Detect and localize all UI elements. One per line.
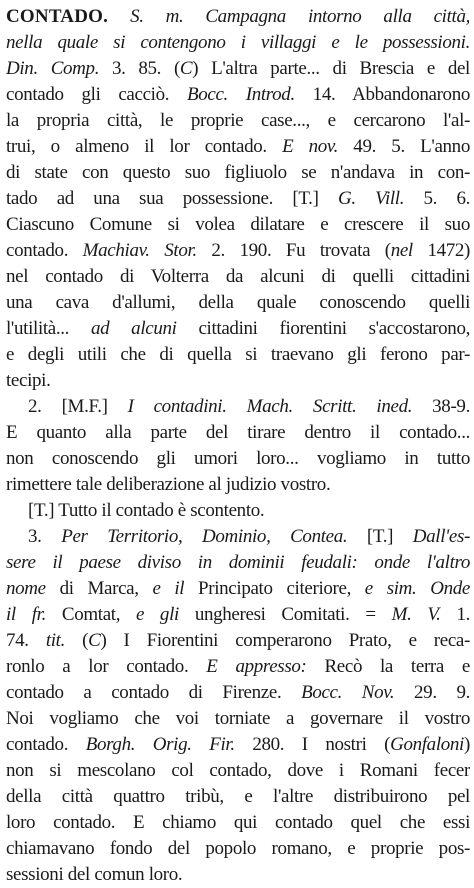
text-run: non si mescolano col contado, dove i Romani fecer	[6, 760, 470, 781]
text-line	[6, 368, 470, 394]
text-line	[6, 316, 470, 342]
italic-text: Per Territorio, Dominio, Contea.	[61, 526, 348, 547]
italic-text: M. V.	[391, 604, 441, 625]
text-run: ) I Fiorentini comperarono Prato, e reca-	[100, 630, 470, 651]
text-line	[6, 472, 470, 498]
italic-text: e il	[152, 578, 185, 599]
italic-text: Din. Comp.	[6, 58, 100, 79]
text-run: 3.	[28, 526, 62, 547]
text-run: 74.	[6, 630, 46, 651]
text-run: l'utilità...	[6, 318, 91, 339]
text-run: )	[464, 734, 470, 755]
italic-text: sere il paese diviso in dominii feudali: onde l'altro	[6, 552, 470, 573]
dictionary-entry-contado	[6, 4, 470, 888]
text-run: [T.]	[347, 526, 413, 547]
text-line	[6, 680, 470, 706]
text-line	[6, 264, 470, 290]
text-run: E quanto alla parte del tirare dentro il contado...	[6, 422, 470, 443]
text-line	[6, 82, 470, 108]
italic-text: Borgh. Orig. Fir.	[85, 734, 235, 755]
text-run: non conoscendo gli umori loro... vogliamo in tutto	[6, 448, 470, 469]
text-line	[6, 212, 470, 238]
italic-text: Machiav. Stor.	[82, 240, 197, 261]
italic-text: nome	[6, 578, 46, 599]
text-run: Ciascuno Comune si volea dilatare e crescere il suo	[6, 214, 470, 235]
italic-text: e gli	[135, 604, 179, 625]
italic-text: ad alcuni	[90, 318, 177, 339]
text-line	[6, 420, 470, 446]
text-run: 49. 5. L'anno	[338, 136, 470, 157]
text-run: sessioni del comun loro.	[6, 864, 183, 885]
text-run: ungheresi Comitati. =	[178, 604, 392, 625]
text-run: tado ad una sua possessione. [T.]	[6, 188, 338, 209]
text-line	[6, 498, 470, 524]
text-line	[6, 758, 470, 784]
italic-text: nella quale si contengono i villaggi e le possessioni.	[6, 32, 470, 53]
text-run	[108, 6, 130, 27]
text-run: tecipi.	[6, 370, 51, 391]
italic-text: C	[179, 58, 193, 79]
italic-text: Gonfaloni	[390, 734, 464, 755]
italic-text: I contadini. Mach. Scritt. ined.	[127, 396, 413, 417]
text-run: 5. 6.	[404, 188, 470, 209]
text-line	[6, 186, 470, 212]
text-run: Comtat,	[46, 604, 136, 625]
text-run: ) L'altra parte... di Brescia e del	[192, 58, 470, 79]
text-run: la propria città, le proprie case..., e cercarono l'al-	[6, 110, 470, 131]
text-line	[6, 238, 470, 264]
text-run: 3. 85. (	[99, 58, 180, 79]
text-line	[6, 784, 470, 810]
text-run: contado.	[6, 734, 86, 755]
text-run: 38-9.	[412, 396, 470, 417]
text-run: 1472)	[412, 240, 470, 261]
text-line	[6, 706, 470, 732]
text-run: di Marca,	[45, 578, 153, 599]
italic-text: Bocc. Nov.	[301, 682, 395, 703]
italic-text: Dall'es-	[412, 526, 470, 547]
italic-text: e sim. Onde	[364, 578, 470, 599]
text-line	[6, 576, 470, 602]
text-line	[6, 732, 470, 758]
text-run: Recò la terra e	[306, 656, 470, 677]
text-line	[6, 550, 470, 576]
text-run: Noi vogliamo che voi torniate a governare il vostro	[6, 708, 470, 729]
text-run: trui, o almeno il lor contado.	[6, 136, 283, 157]
text-run: 1.	[440, 604, 470, 625]
text-line	[6, 134, 470, 160]
text-line	[6, 836, 470, 862]
text-run: 2. 190. Fu trovata (	[196, 240, 391, 261]
italic-text: S. m. Campagna intorno alla città,	[130, 6, 470, 27]
text-run: una cava d'allumi, della quale conoscendo quelli	[6, 292, 470, 313]
text-line	[6, 862, 470, 888]
text-run: (	[65, 630, 89, 651]
text-line	[6, 290, 470, 316]
text-line	[6, 30, 470, 56]
text-line	[6, 446, 470, 472]
text-run: chiamavano fondo del popolo romano, e proprie pos-	[6, 838, 470, 859]
italic-text: E nov.	[282, 136, 339, 157]
text-run: 280. I nostri (	[234, 734, 391, 755]
italic-text: Bocc. Introd.	[186, 84, 295, 105]
text-run: contado a contado di Firenze.	[6, 682, 302, 703]
text-run: nel contado di Volterra da alcuni di quelli cittadini	[6, 266, 470, 287]
text-line	[6, 602, 470, 628]
text-run: di state con questo suo figliuolo se n'andava in con-	[6, 162, 470, 183]
text-run: Principato citeriore,	[184, 578, 365, 599]
text-run: loro contado. E chiamo qui contado quel che essi	[6, 812, 470, 833]
text-run: ronlo a lor contado.	[6, 656, 207, 677]
text-line	[6, 394, 470, 420]
headword: CONTADO.	[6, 6, 109, 27]
text-line	[6, 524, 470, 550]
text-run: e degli utili che di quella si traevano gli ferono par-	[6, 344, 470, 365]
text-line	[6, 160, 470, 186]
italic-text: tit.	[45, 630, 66, 651]
text-run: [T.] Tutto il contado è scontento.	[28, 500, 265, 521]
text-line	[6, 56, 470, 82]
italic-text: il fr.	[6, 604, 46, 625]
text-run: 29. 9.	[394, 682, 470, 703]
text-line	[6, 810, 470, 836]
text-line	[6, 654, 470, 680]
text-line	[6, 628, 470, 654]
text-run: rimettere tale deliberazione al judizio vostro.	[6, 474, 331, 495]
italic-text: nel	[390, 240, 413, 261]
text-run: 2. [M.F.]	[28, 396, 128, 417]
italic-text: E appresso:	[206, 656, 307, 677]
text-line	[6, 4, 470, 30]
italic-text: C	[88, 630, 101, 651]
text-run: contado.	[6, 240, 83, 261]
text-run: della città quattro tribù, e l'altre distribuirono pel	[6, 786, 470, 807]
text-run: cittadini fiorentini s'accostarono,	[176, 318, 470, 339]
text-line	[6, 108, 470, 134]
text-run: 14. Abbandonarono	[294, 84, 470, 105]
text-run: contado gli cacciò.	[6, 84, 187, 105]
text-line	[6, 342, 470, 368]
italic-text: G. Vill.	[337, 188, 405, 209]
